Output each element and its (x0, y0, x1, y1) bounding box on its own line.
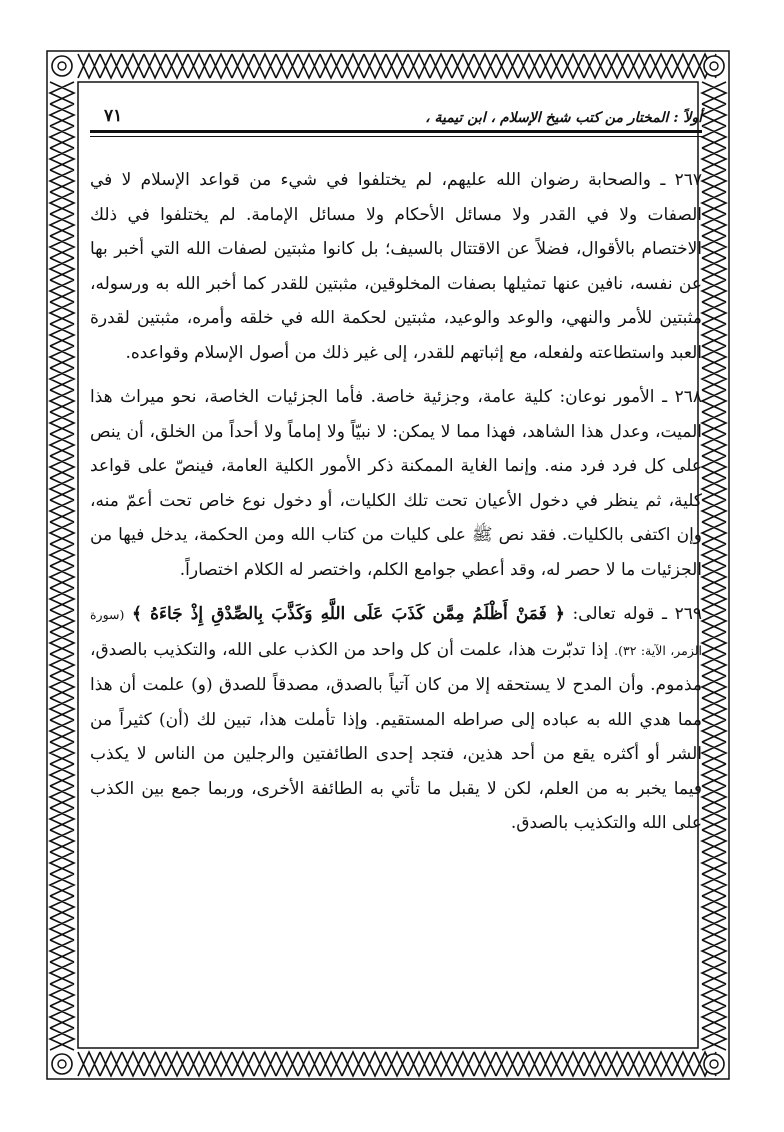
paragraph-number: ٢٦٧ ـ (660, 170, 702, 190)
paragraph-269 (90, 597, 702, 841)
verse-reference: (سورة الزمر، الآية: ٣٢). (90, 607, 703, 658)
paragraph-text: الأمور نوعان: كلية عامة، وجزئية خاصة. فأما الجزئيات الخاصة، نحو ميراث هذا الميت، وعدل هذا الشاهد، فهذا مما لا يمكن: لا نبيّاً ولا إماماً ولا أحداً من الخلق، أن ينص على كل فرد فرد منه. وإنما الغاية الممكنة ذكر الأمور الكلية العامة، فينصّ على قواعد كلية، ثم ينظر في دخول الأعيان تحت تلك الكليات، أو دخول نوع خاص تحت أعمّ منه، وإن اكتفى بالكليات. فقد نص ﷺ على كليات من كتاب الله ومن الحكمة، يدخل فيها من الجزئيات ما لا حصر له، وقد أعطي جوامع الكلم، واختصر له الكلام اختصاراً. (90, 387, 702, 580)
running-header (90, 92, 702, 133)
paragraph-text: والصحابة رضوان الله عليهم، لم يختلفوا في شيء من قواعد الإسلام لا في الصفات ولا في القدر ولا مسائل الأحكام ولا مسائل الإمامة. لم يختلفوا في ذلك الاختصام بالأقوال، فضلاً عن الاقتتال بالسيف؛ بل كانوا مثبتين لصفات الله التي أخبر بها عن نفسه، نافين عنها تمثيلها بصفات المخلوقين، مثبتين للقدر كما أخبر الله به ورسوله، مثبتين للأمر والنهي، والوعد والوعيد، مثبتين لحكمة الله في خلقه وأمره، مثبتين لقدرة العبد واستطاعته ولفعله، مع إثباتهم للقدر، إلى غير ذلك من أصول الإسلام وقواعده. (90, 170, 702, 363)
running-head-title: أولاً : المختار من كتب شيخ الإسلام ، ابن تيمية ، (425, 110, 702, 126)
page-content (90, 92, 702, 1052)
paragraph-lead: قوله تعالى: (572, 604, 655, 624)
paragraph-number: ٢٦٨ ـ (662, 387, 702, 407)
paragraph-267 (90, 163, 702, 370)
paragraph-number: ٢٦٩ ـ (662, 604, 703, 624)
page-number: ٧١ (104, 106, 123, 126)
paragraph-text: إذا تدبّرت هذا، علمت أن كل واحد من الكذب على الله، والتكذيب بالصدق، مذموم. وأن المدح لا يستحقه إلا من كان آتياً بالصدق، مصدقاً للصدق (و) علمت أن هذا مما هدي الله به عباده إلى صراطه المستقيم. وإذا تأملت هذا، تبين لك (أن) كثيراً من الشر أو أكثره يقع من أحد هذين، فتجد إحدى الطائفتين والرجلين من الناس لا يكذب فيما يخبر به من العلم، لكن لا يقبل ما تأتي به الطائفة الأخرى، وربما جمع بين الكذب على الله والتكذيب بالصدق. (90, 639, 702, 833)
quran-verse: ﴿ فَمَنْ أَظْلَمُ مِمَّن كَذَبَ عَلَى اللَّهِ وَكَذَّبَ بِالصِّدْقِ إِذْ جَاءَهُ ﴾ (132, 604, 565, 624)
text-body (90, 163, 702, 841)
paragraph-268 (90, 380, 702, 587)
